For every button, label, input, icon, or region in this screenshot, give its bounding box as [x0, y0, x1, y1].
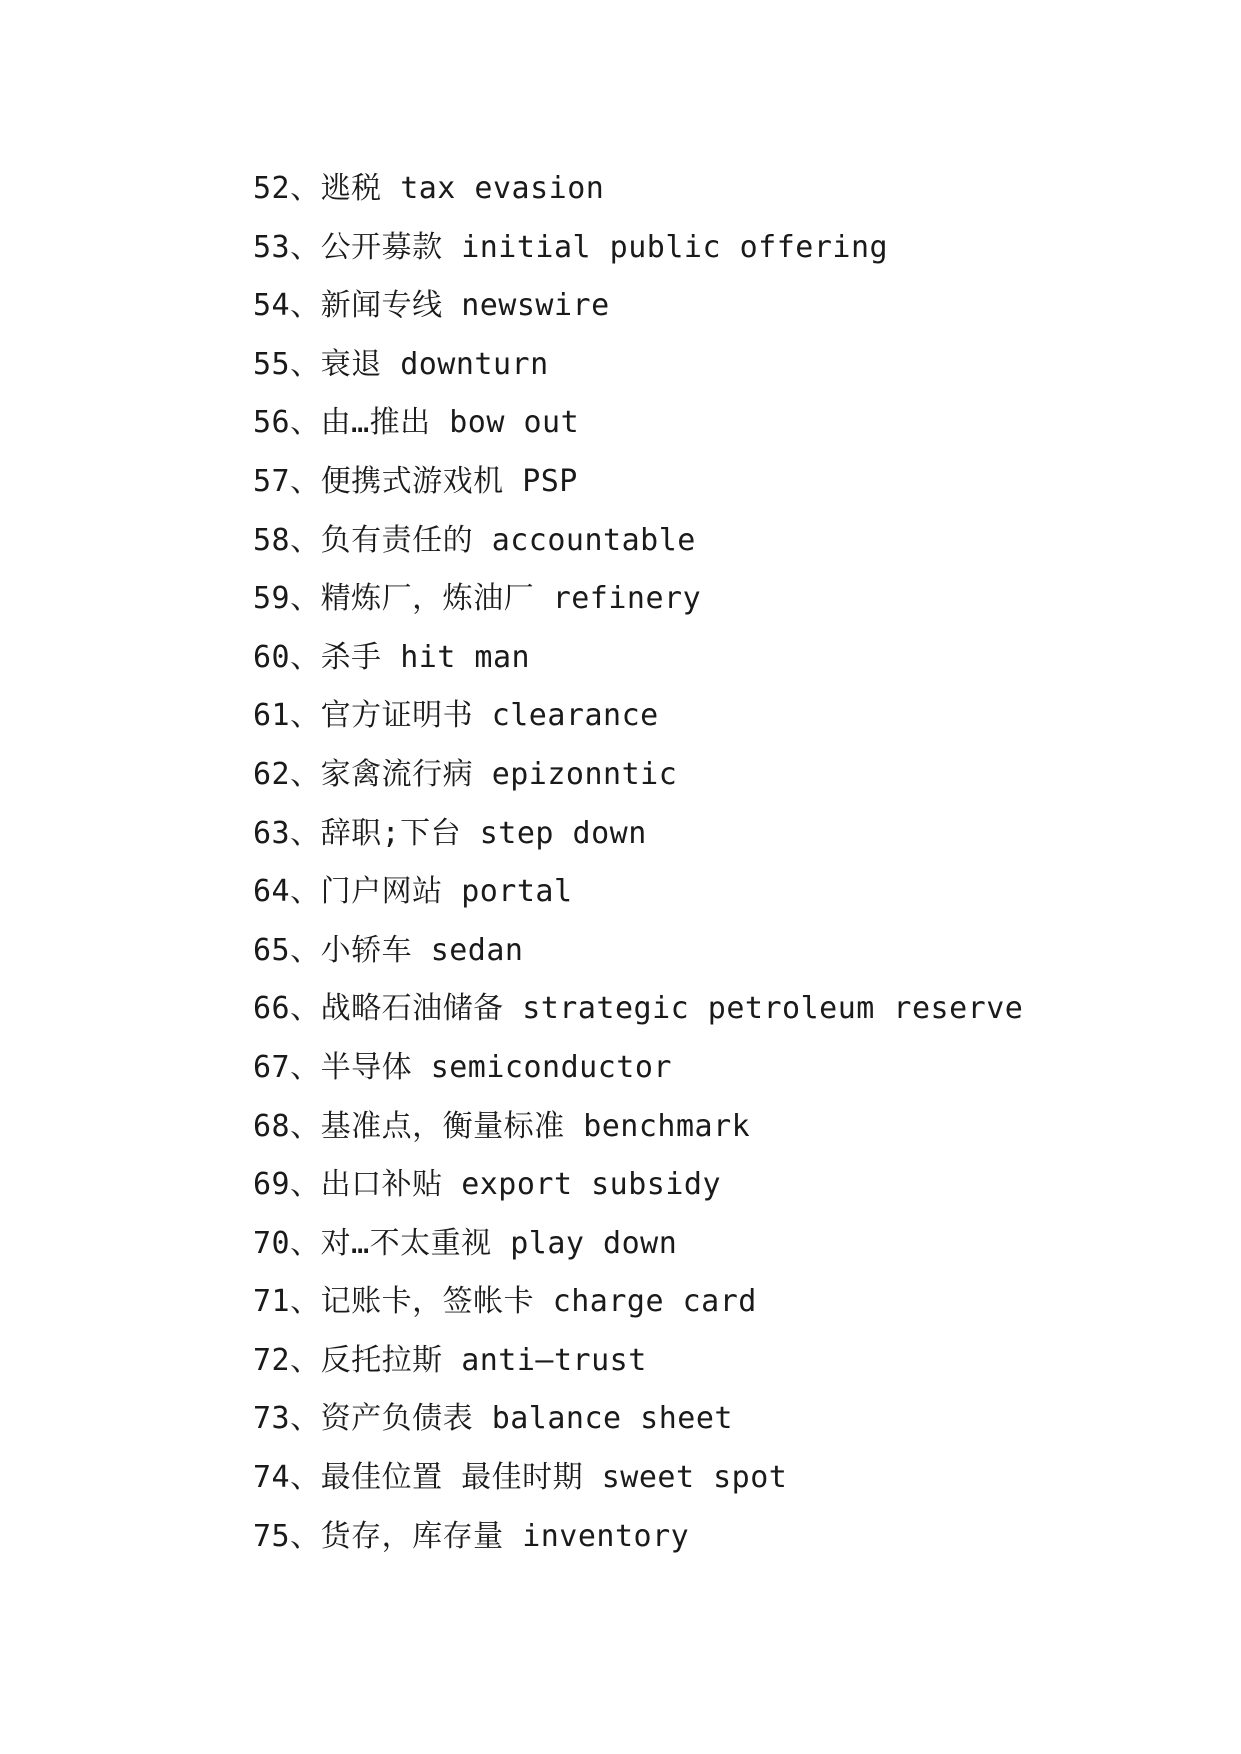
entry-number: 62、	[253, 756, 321, 792]
glossary-entry	[253, 1039, 1023, 1098]
glossary-entry	[253, 746, 1023, 805]
entry-chinese: 基准点，衡量标准	[320, 1108, 565, 1144]
entry-number: 72、	[253, 1342, 321, 1378]
entry-chinese: 家禽流行病	[320, 756, 474, 792]
glossary-entry	[253, 1332, 1023, 1391]
entry-number: 74、	[253, 1460, 321, 1496]
entry-english: inventory	[522, 1518, 690, 1554]
entry-chinese: 新闻专线	[320, 288, 443, 324]
glossary-entry	[253, 922, 1023, 981]
entry-english: epizonntic	[491, 756, 678, 792]
entry-chinese: 货存，库存量	[320, 1518, 504, 1554]
entry-number: 52、	[253, 171, 321, 206]
entry-number: 57、	[253, 463, 321, 499]
entry-english: strategic petroleum reserve	[522, 991, 1024, 1027]
entry-number: 60、	[253, 639, 321, 675]
entry-number: 68、	[253, 1108, 321, 1144]
entry-chinese: 辞职;下台	[320, 815, 462, 851]
glossary-entry	[253, 570, 1023, 629]
entry-number: 54、	[253, 288, 321, 324]
entry-chinese: 精炼厂，炼油厂	[320, 581, 535, 617]
entry-number: 73、	[253, 1401, 321, 1437]
glossary-entry	[253, 1449, 1023, 1508]
entry-chinese: 战略石油储备	[320, 991, 504, 1027]
glossary-entry	[253, 1215, 1023, 1274]
entry-english: play down	[510, 1225, 678, 1261]
entry-english: PSP	[522, 463, 578, 499]
entry-english: anti—trust	[461, 1342, 647, 1378]
entry-english: clearance	[491, 698, 659, 734]
glossary-entry	[253, 1156, 1023, 1215]
entry-number: 56、	[253, 405, 321, 441]
entry-number: 59、	[253, 581, 321, 617]
glossary-entry	[253, 277, 1023, 336]
entry-english: accountable	[491, 522, 696, 558]
entry-chinese: 负有责任的	[320, 522, 474, 558]
entry-english: step down	[479, 815, 647, 851]
entry-number: 55、	[253, 346, 321, 382]
entry-english: newswire	[461, 288, 610, 324]
entry-chinese: 官方证明书	[320, 698, 474, 734]
entry-chinese: 杀手	[320, 639, 382, 675]
glossary-entry	[253, 687, 1023, 746]
entry-chinese: 对…不太重视	[320, 1225, 492, 1261]
entry-chinese: 小轿车	[320, 932, 413, 968]
entry-chinese: 逃税	[320, 171, 382, 206]
entry-english: charge card	[552, 1284, 757, 1320]
entry-english: sweet spot	[601, 1460, 788, 1496]
entry-chinese: 门户网站	[320, 874, 443, 910]
entry-english: sedan	[430, 932, 524, 968]
glossary-entry	[253, 1508, 1023, 1567]
entry-number: 69、	[253, 1167, 321, 1203]
entry-number: 67、	[253, 1049, 321, 1085]
entry-chinese: 反托拉斯	[320, 1342, 443, 1378]
glossary-entry	[253, 1098, 1023, 1157]
glossary-entry	[253, 805, 1023, 864]
entry-chinese: 便携式游戏机	[320, 463, 504, 499]
entry-number: 66、	[253, 991, 321, 1027]
entry-english: refinery	[552, 581, 702, 617]
entry-chinese: 记账卡，签帐卡	[320, 1284, 535, 1320]
entry-chinese: 由…推出	[320, 405, 431, 441]
entry-english: semiconductor	[430, 1049, 672, 1085]
glossary-entry	[253, 629, 1023, 688]
entry-number: 65、	[253, 932, 321, 968]
entry-english: hit man	[400, 639, 531, 675]
entry-english: export subsidy	[461, 1167, 722, 1203]
glossary-entry	[253, 160, 1023, 219]
glossary-entry	[253, 336, 1023, 395]
glossary-entry	[253, 394, 1023, 453]
glossary-list	[253, 160, 1023, 1566]
glossary-entry	[253, 1273, 1023, 1332]
glossary-entry	[253, 219, 1023, 278]
entry-chinese: 资产负债表	[320, 1401, 474, 1437]
entry-english: balance sheet	[491, 1401, 733, 1437]
entry-chinese: 出口补贴	[320, 1167, 443, 1203]
glossary-entry	[253, 863, 1023, 922]
entry-english: portal	[461, 874, 573, 910]
entry-chinese: 衰退	[320, 346, 382, 382]
entry-number: 58、	[253, 522, 321, 558]
glossary-entry	[253, 453, 1023, 512]
entry-chinese: 半导体	[320, 1049, 413, 1085]
glossary-entry	[253, 512, 1023, 571]
entry-english: downturn	[400, 346, 549, 382]
entry-number: 53、	[253, 229, 321, 265]
entry-chinese: 最佳位置 最佳时期	[320, 1460, 584, 1496]
glossary-entry	[253, 980, 1023, 1039]
entry-number: 70、	[253, 1225, 321, 1261]
entry-english: bow out	[449, 405, 580, 441]
entry-number: 71、	[253, 1284, 321, 1320]
entry-english: tax evasion	[400, 171, 605, 206]
entry-english: benchmark	[583, 1108, 751, 1144]
entry-number: 64、	[253, 874, 321, 910]
glossary-entry	[253, 1390, 1023, 1449]
entry-chinese: 公开募款	[320, 229, 443, 265]
entry-number: 75、	[253, 1518, 321, 1554]
entry-english: initial public offering	[461, 229, 889, 265]
entry-number: 63、	[253, 815, 321, 851]
entry-number: 61、	[253, 698, 321, 734]
